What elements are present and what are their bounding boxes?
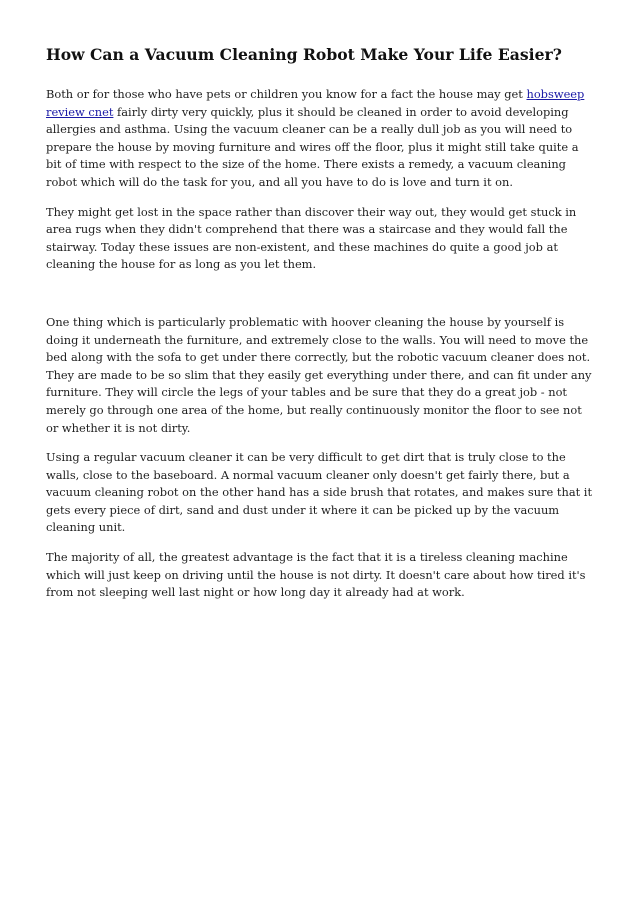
paragraph-5: The majority of all, the greatest advantage is the fact that it is a tireless cleaning machine which will just keep on driving until the house is not dirty. It doesn't care about how tired it's from not sleeping well last night or how long day it already had at work.	[46, 550, 586, 600]
paragraph-1	[46, 86, 594, 192]
document-page	[46, 44, 594, 614]
hobsweep-review-link[interactable]: hobsweep review cnet	[46, 87, 585, 119]
page-title: How Can a Vacuum Cleaning Robot Make Your Life Easier?	[46, 45, 562, 64]
paragraph-3: One thing which is particularly problematic with hoover cleaning the house by yourself is doing it underneath the furniture, and extremely close to the walls. You will need to move the bed along with the sofa to get under there correctly, but the robotic vacuum cleaner does not. They are made to be so slim that they easily get everything under there, and can fit under any furniture. They will circle the legs of your tables and be sure that they do a great job - not merely go through one area of the home, but really continuously monitor the floor to see not or whether it is not dirty.	[46, 314, 592, 435]
paragraph-1-text-start: Both or for those who have pets or children you know for a fact the house may get	[46, 87, 527, 101]
paragraph-1-text-end: fairly dirty very quickly, plus it should be cleaned in order to avoid developing allergies and asthma. Using the vacuum cleaner can be a really dull job as you will need to prepare the house by moving furniture and wires off the floor, plus it might still take quite a bit of time with respect to the size of the home. There exists a remedy, a vacuum cleaning robot which will do the task for you, and all you have to do is love and turn it on.	[46, 104, 579, 189]
paragraph-2: They might get lost in the space rather than discover their way out, they would get stuck in area rugs when they didn't comprehend that there was a staircase and they would fall the stairway. Today these issues are non-existent, and these machines do quite a good job at cleaning the house for as long as you let them.	[46, 204, 577, 272]
paragraph-4: Using a regular vacuum cleaner it can be very difficult to get dirt that is truly close to the walls, close to the baseboard. A normal vacuum cleaner only doesn't get fairly there, but a vacuum cleaning robot on the other hand has a side brush that rotates, and makes sure that it gets every piece of dirt, sand and dust under it where it can be picked up by the vacuum cleaning unit.	[46, 450, 593, 535]
